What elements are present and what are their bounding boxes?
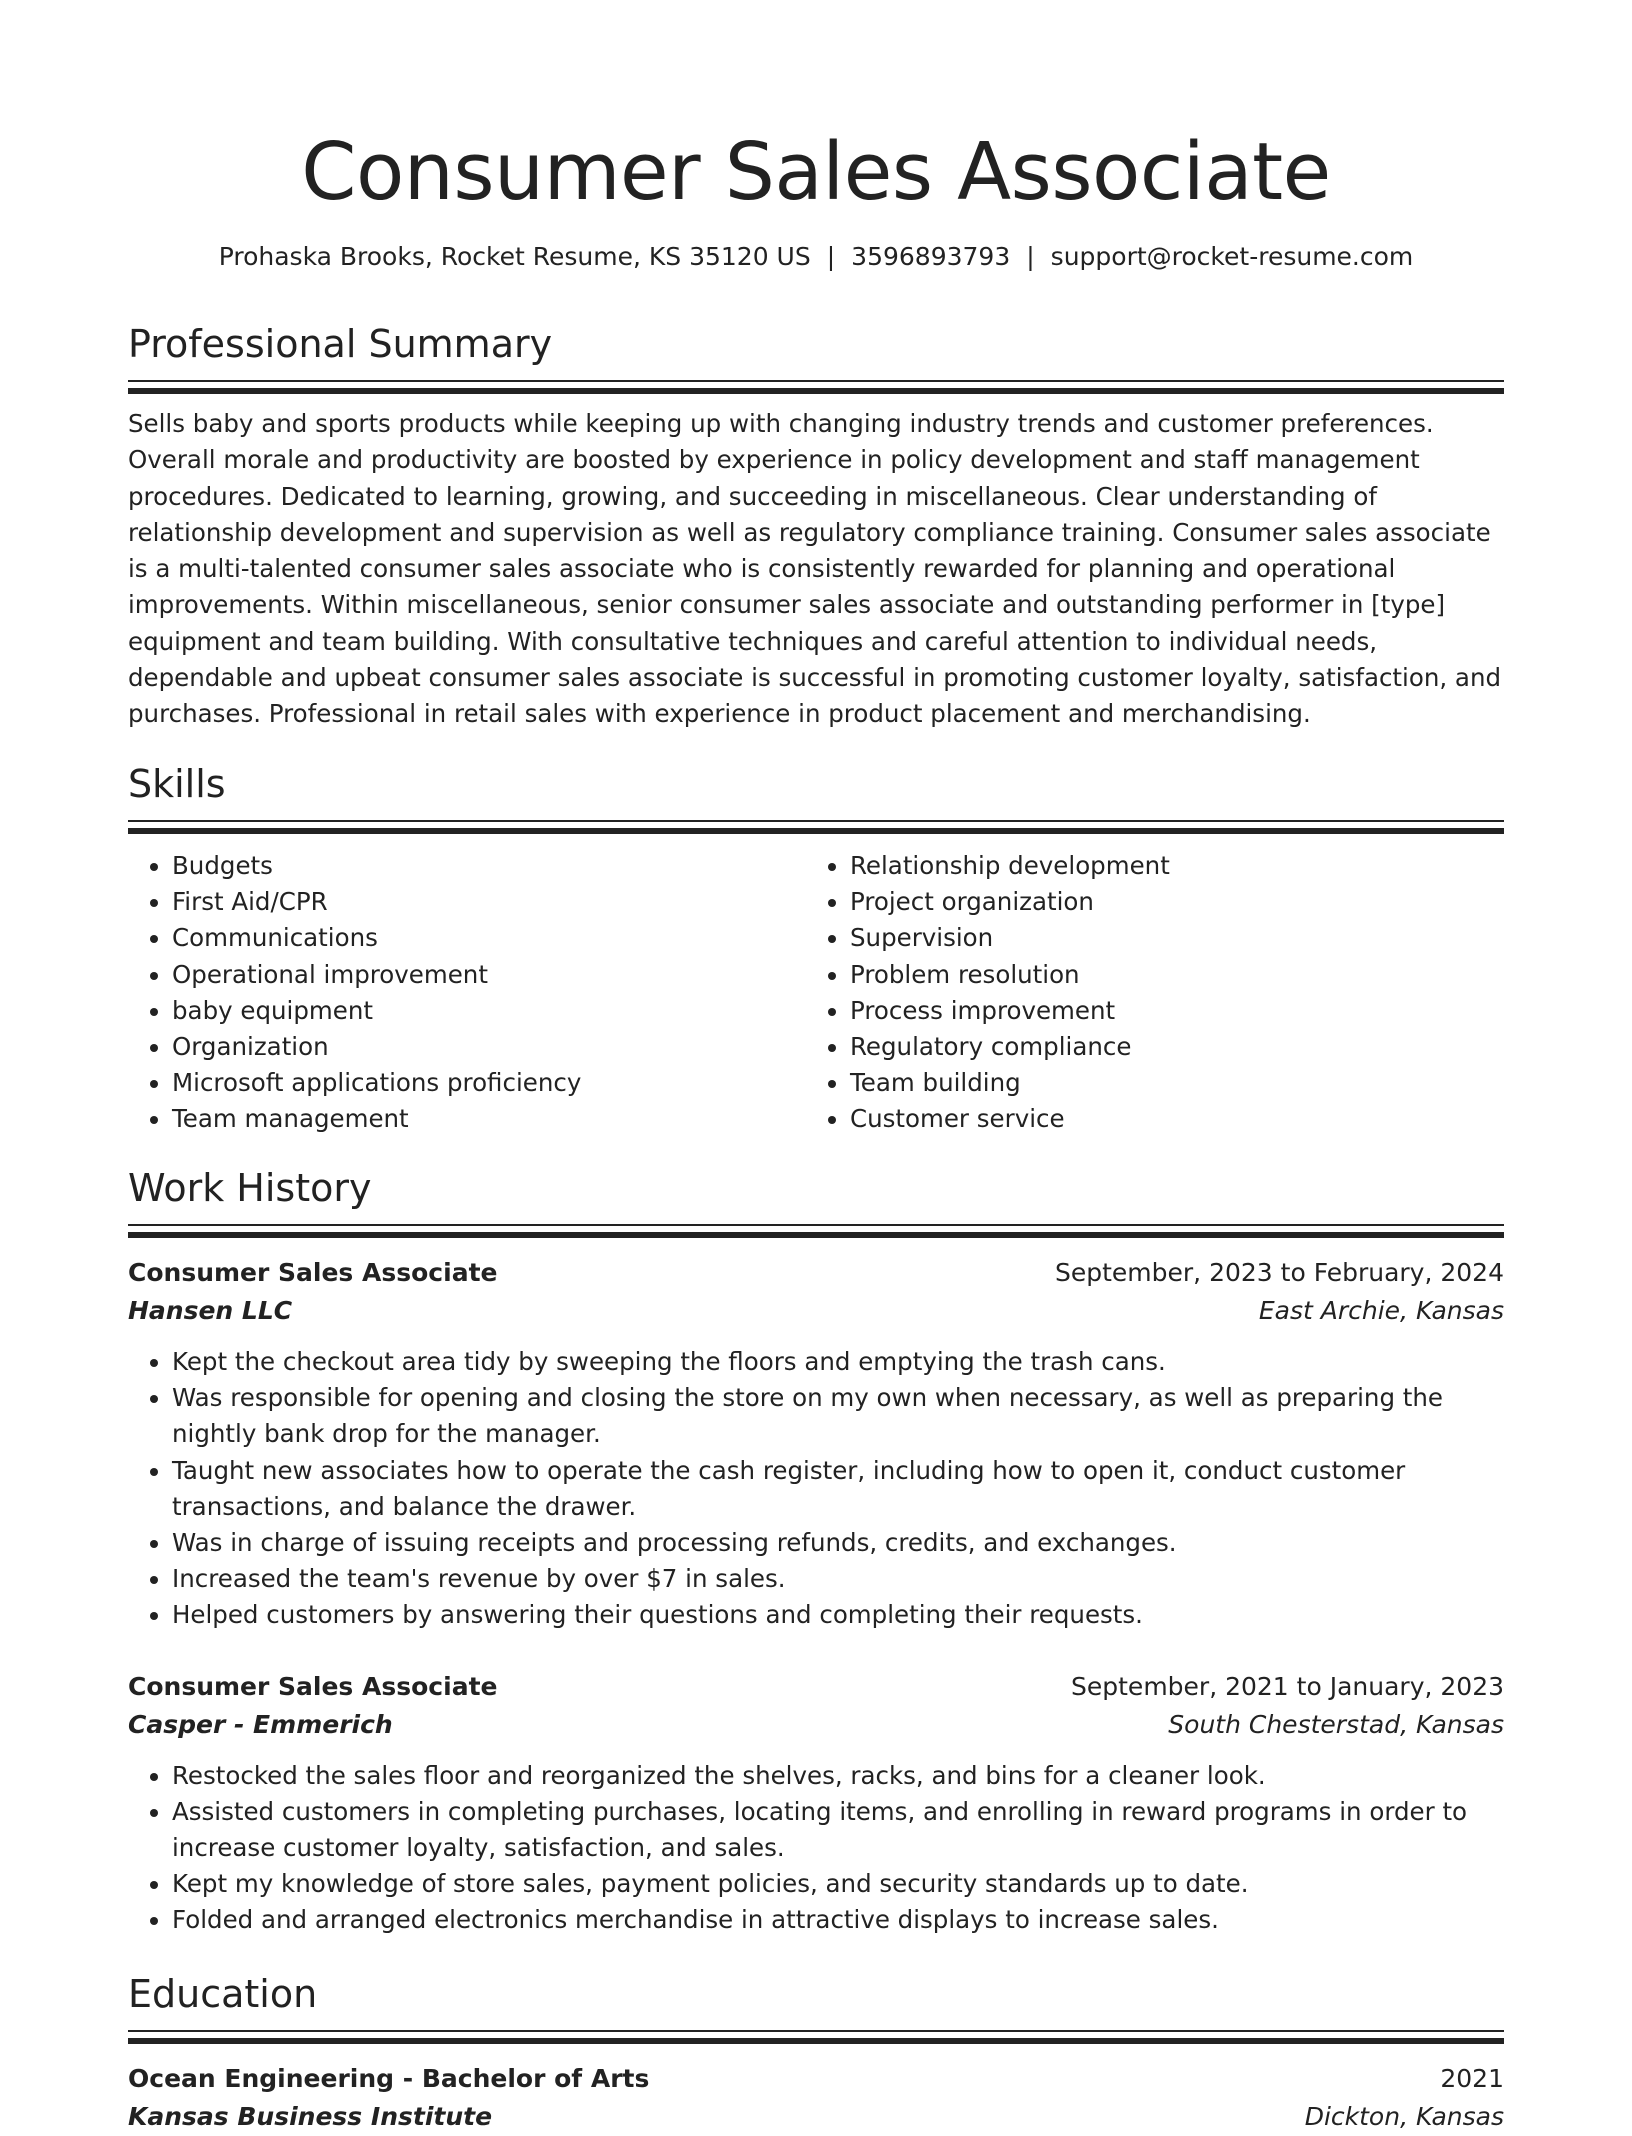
section-divider [128,1224,1504,1238]
job-duties [128,1344,1504,1634]
job-entry [128,1254,1504,1634]
education-section [128,1970,1504,2136]
education-entry [128,2060,1504,2136]
contact-separator: | [826,242,836,271]
job-duties [128,1758,1504,1939]
duty-item: • Assisted customers in completing purchases, locating items, and enrolling in reward programs in order to increase customer loyalty, satisfaction, and sales. [172,1794,1504,1866]
job-company: Casper - Emmerich [128,1709,393,1739]
skill-item: • Team management [172,1101,806,1137]
school-name: Kansas Business Institute [128,2102,493,2131]
duty-item: • Kept the checkout area tidy by sweeping the floors and emptying the trash cans. [172,1344,1504,1380]
job-company: Hansen LLC [128,1296,293,1325]
skill-item: • Operational improvement [172,957,806,993]
skill-item: • Customer service [850,1101,1484,1137]
work-heading: Work History [128,1166,372,1210]
skill-item: • First Aid/CPR [172,884,806,920]
skill-item: • Relationship development [850,848,1484,884]
job-location: South Chesterstad, Kansas [1168,1709,1504,1739]
skills-list [128,848,1504,1138]
job-dates: September, 2021 to January, 2023 [1071,1671,1504,1701]
contact-separator: | [1026,242,1035,271]
work-section [128,1164,1504,1939]
duty-item: • Kept my knowledge of store sales, payment policies, and security standards up to date. [172,1866,1504,1902]
section-divider [128,380,1504,394]
contact-phone: 3596893793 [851,242,1011,271]
skill-item: • Organization [172,1029,806,1065]
job-entry [128,1668,1504,1939]
job-dates: September, 2023 to February, 2024 [1055,1258,1504,1287]
contact-email: support@rocket-resume.com [1050,242,1414,271]
section-divider [128,820,1504,834]
job-title: Consumer Sales Associate [128,1671,498,1701]
skill-item: • Team building [850,1065,1484,1101]
duty-item: • Was responsible for opening and closing the store on my own when necessary, as well as preparing the nightly bank drop for the manager. [172,1380,1504,1452]
skill-item: • Supervision [850,920,1484,956]
duty-item: • Helped customers by answering their questions and completing their requests. [172,1597,1504,1633]
duty-item: • Was in charge of issuing receipts and processing refunds, credits, and exchanges. [172,1525,1504,1561]
resume-title: Consumer Sales Associate [301,126,1331,218]
duty-item: • Folded and arranged electronics merchandise in attractive displays to increase sales. [172,1902,1504,1938]
skills-section [128,760,1504,1138]
skills-column-left [128,848,806,1138]
summary-text: Sells baby and sports products while keeping up with changing industry trends and customer preferences. Overall morale and productivity are boosted by experience in policy development and staff management procedures. Dedicated to learning, growing, and succeeding in miscellaneous. Clear understanding of relationship development and supervision as well as regulatory compliance training. Consumer sales associate is a multi-talented consumer sales associate who is consistently rewarded for planning and operational improvements. Within miscellaneous, senior consumer sales associate and outstanding performer in [type] equipment and team building. With consultative techniques and careful attention to individual needs, dependable and upbeat consumer sales associate is successful in promoting customer loyalty, satisfaction, and purchases. Professional in retail sales with experience in product placement and merchandising. [128,409,1502,729]
skill-item: • Project organization [850,884,1484,920]
skill-item: • Process improvement [850,993,1484,1029]
contact-address: Prohaska Brooks, Rocket Resume, KS 35120 US [218,242,811,271]
graduation-year: 2021 [1440,2064,1504,2093]
job-title: Consumer Sales Associate [128,1258,498,1287]
resume-page [128,0,1504,2131]
contact-line [128,240,1504,274]
skill-item: • Regulatory compliance [850,1029,1484,1065]
section-divider [128,2030,1504,2044]
skill-item: • Microsoft applications proficiency [172,1065,806,1101]
skills-heading: Skills [128,762,226,806]
summary-section [128,320,1504,733]
duty-item: • Restocked the sales floor and reorganized the shelves, racks, and bins for a cleaner look. [172,1758,1504,1794]
degree: Ocean Engineering - Bachelor of Arts [128,2064,650,2093]
skill-item: • Budgets [172,848,806,884]
summary-heading: Professional Summary [128,322,553,366]
school-location: Dickton, Kansas [1304,2102,1504,2131]
duty-item: • Taught new associates how to operate the cash register, including how to open it, conduct customer transactions, and balance the drawer. [172,1453,1504,1525]
duty-item: • Increased the team's revenue by over $7 in sales. [172,1561,1504,1597]
education-heading: Education [128,1972,318,2016]
skill-item: • Problem resolution [850,957,1484,993]
skills-column-right [806,848,1484,1138]
job-location: East Archie, Kansas [1258,1296,1504,1325]
skill-item: • baby equipment [172,993,806,1029]
skill-item: • Communications [172,920,806,956]
